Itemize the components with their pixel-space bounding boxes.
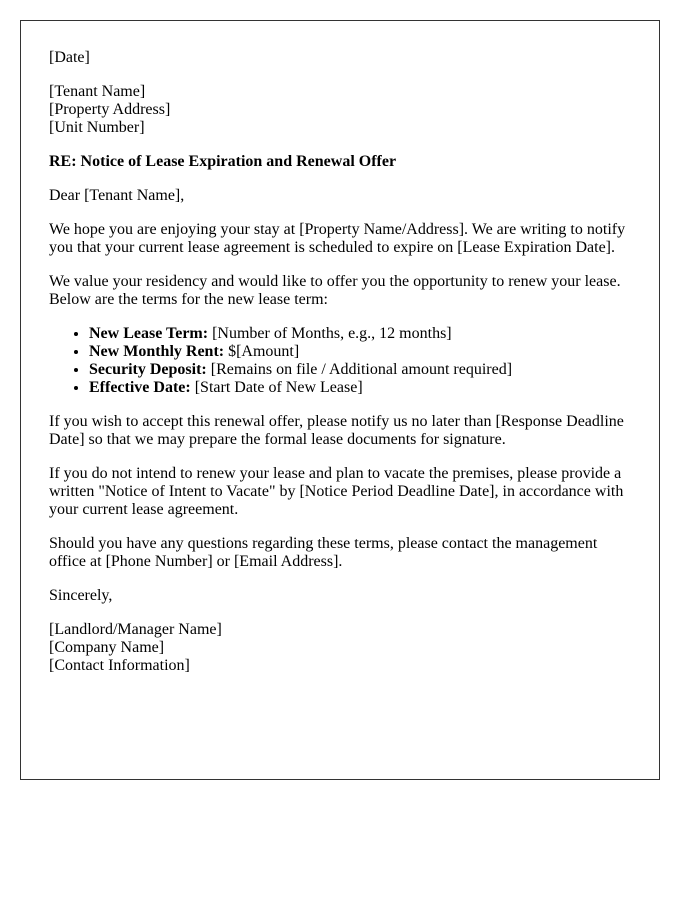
term-item [89,343,631,361]
recipient-block [49,83,631,137]
recipient-name: [Tenant Name] [49,83,146,100]
subject-line: RE: Notice of Lease Expiration and Renewal Offer [49,153,397,170]
term-value: [Number of Months, e.g., 12 months] [208,325,452,342]
term-label: New Monthly Rent: [89,343,225,360]
term-value: [Remains on file / Additional amount required] [206,361,513,378]
term-item [89,325,631,343]
term-value: [Start Date of New Lease] [190,379,363,396]
salutation: Dear [Tenant Name], [49,187,185,204]
vacate-paragraph: If you do not intend to renew your lease and plan to vacate the premises, please provide a written "Notice of Intent to Vacate" by [Notice Period Deadline Date], in accordance with your current lease agreement. [49,465,624,518]
term-label: Security Deposit: [89,361,207,378]
signature-block [49,621,631,675]
signature-company: [Company Name] [49,639,165,656]
terms-list [49,325,631,397]
recipient-address: [Property Address] [49,101,171,118]
signature-name: [Landlord/Manager Name] [49,621,222,638]
letter-date: [Date] [49,49,90,66]
contact-paragraph: Should you have any questions regarding these terms, please contact the management office at [Phone Number] or [Email Address]. [49,535,598,570]
term-item [89,379,631,397]
accept-paragraph: If you wish to accept this renewal offer, please notify us no later than [Response Deadline Date] so that we may prepare the formal lease documents for signature. [49,413,624,448]
signature-contact: [Contact Information] [49,657,190,674]
term-value: $[Amount] [224,343,300,360]
letter-page [20,20,660,780]
term-label: New Lease Term: [89,325,209,342]
term-label: Effective Date: [89,379,191,396]
term-item [89,361,631,379]
recipient-unit: [Unit Number] [49,119,145,136]
offer-paragraph: We value your residency and would like to offer you the opportunity to renew your lease. Below are the terms for the new lease term: [49,273,621,308]
signoff: Sincerely, [49,587,113,604]
intro-paragraph: We hope you are enjoying your stay at [Property Name/Address]. We are writing to notify you that your current lease agreement is scheduled to expire on [Lease Expiration Date]. [49,221,626,256]
